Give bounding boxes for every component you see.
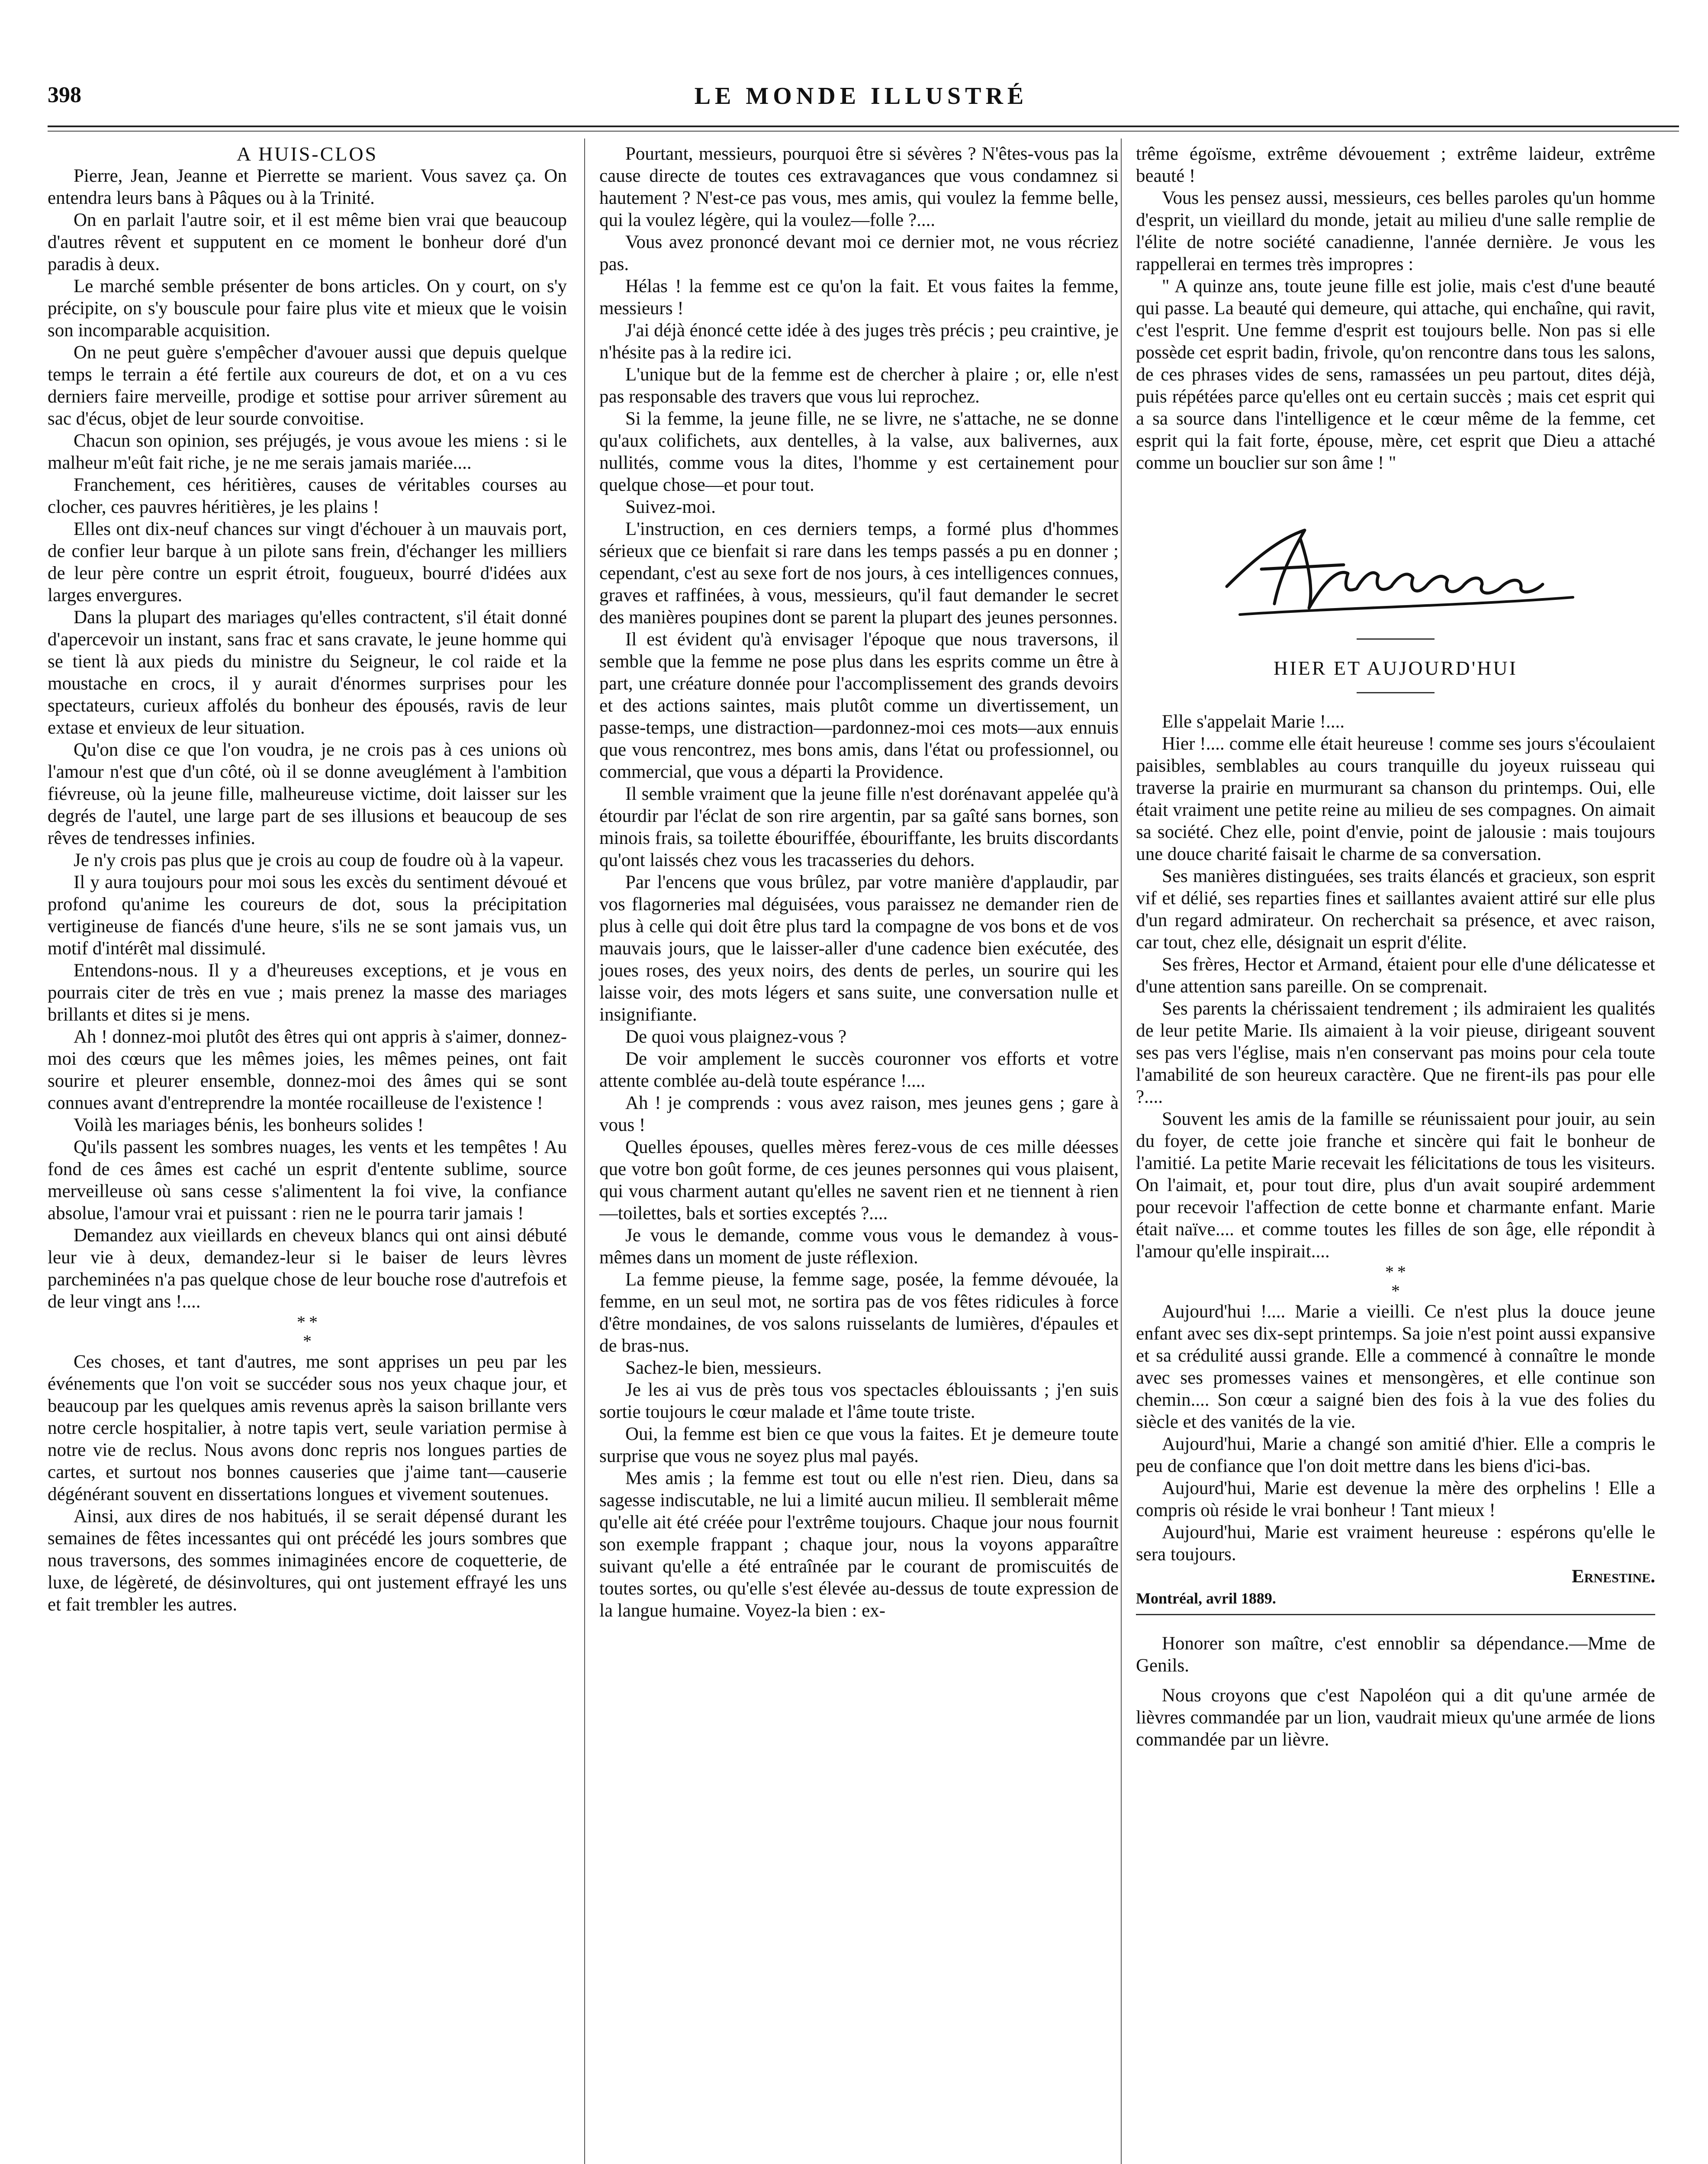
- author-name: Ernestine.: [1572, 1566, 1655, 1587]
- paragraph: Mes amis ; la femme est tout ou elle n'est rien. Dieu, dans sa sagesse indiscutable, ne lui a limité aucun milieu. Il semblerait même qu'elle ait été créée pour l'extrême toujours. Chaque jour nous fournit son exemple frappant ; chaque jour, nous la voyons apparaître suivant qu'elle a été entraînée par le courant de promiscuités de toutes sortes, ou qu'elle s'est élevée au-dessus de toute expression de la langue humaine. Voyez-la bien : ex-: [599, 1468, 1119, 1621]
- signature-image: [1201, 500, 1590, 630]
- paragraph: La femme pieuse, la femme sage, posée, la femme dévouée, la femme, en un seul mot, ne sortira pas de vos fêtes ridicules à force d'être mondaines, de vos salons ruisselants de lumières, d'épaules et de bras-nus.: [599, 1269, 1119, 1356]
- paragraph: Il y aura toujours pour moi sous les excès du sentiment dévoué et profond qu'anime les coureurs de dot, sous la précipitation vertigineuse de fiancés d'une heure, s'ils ne se sont jamais vus, un motif d'intérêt mal dissimulé.: [48, 872, 567, 959]
- paragraph: Pourtant, messieurs, pourquoi être si sévères ? N'êtes-vous pas la cause directe de toutes ces extravagances que vous condamnez si hautement ? N'est-ce pas vous, mes amis, qui voulez la femme belle, qui la voulez légère, qui la voulez—folle ?....: [599, 144, 1119, 230]
- signature-hermance: [1136, 500, 1655, 630]
- paragraph: Franchement, ces héritières, causes de véritables courses au clocher, ces pauvres héritières, je les plains !: [48, 475, 567, 517]
- journal-title: LE MONDE ILLUSTRÉ: [694, 83, 1028, 109]
- paragraph: Aujourd'hui, Marie est devenue la mère des orphelins ! Elle a compris où réside le vrai bonheur ! Tant mieux !: [1136, 1478, 1655, 1520]
- paragraph: Vous les pensez aussi, messieurs, ces belles paroles qu'un homme d'esprit, un vieillard du monde, jetait au milieu d'une salle remplie de l'élite de notre société canadienne, l'année dernière. Je vous les rappellerai en termes très impropres :: [1136, 188, 1655, 274]
- paragraph: Dans la plupart des mariages qu'elles contractent, s'il était donné d'apercevoir un instant, sans frac et sans cravate, le jeune homme qui se tient là aux pieds du ministre du Seigneur, le col raide et la moustache en crocs, il y aurait d'énormes surprises pour les spectateurs, curieux affolés du bonheur des épousés, ravis de leur extase et envieux de leur situation.: [48, 607, 567, 738]
- asterism: * * *: [296, 1312, 318, 1351]
- paragraph: Ainsi, aux dires de nos habitués, il se serait dépensé durant les semaines de fêtes incessantes qui ont précédé les jours sombres que nous traversons, des sommes inimaginées encore de coquetterie, de luxe, de légèreté, de désinvoltures, qui ont justement effrayé les uns et fait trembler les autres.: [48, 1506, 567, 1615]
- page-number: 398: [48, 83, 81, 107]
- paragraph: Aujourd'hui, Marie a changé son amitié d'hier. Elle a compris le peu de confiance que l'on doit mettre dans les biens d'ici-bas.: [1136, 1434, 1655, 1476]
- paragraph: Aujourd'hui !.... Marie a vieilli. Ce n'est plus la douce jeune enfant avec ses dix-sept printemps. Sa joie n'est point aussi expansive et sa crédulité aussi grande. Elle a commencé à connaître le monde avec ses promesses vaines et mensongères, et elle continue son chemin.... Son cœur a saigné bien des fois à la vue des folies du siècle et des vanités de la vie.: [1136, 1301, 1655, 1432]
- paragraph: Le marché semble présenter de bons articles. On y court, on s'y précipite, on s'y bouscule pour faire plus vite et mieux que le voisin son incomparable acquisition.: [48, 276, 567, 341]
- paragraph: Demandez aux vieillards en cheveux blancs qui ont ainsi débuté leur vie à deux, demandez-leur si le baiser de leurs lèvres parcheminées n'a pas quelque chose de leur bouche rose d'autrefois et de leur vingt ans !....: [48, 1225, 567, 1312]
- paragraph: L'instruction, en ces derniers temps, a formé plus d'hommes sérieux que ce bienfait si rare dans les temps passés a pu en donner ; cependant, c'est au sexe fort de nos jours, à ces intelligences connues, graves et raffinées, à vous, messieurs, qu'il faut demander le secret des manières poupines dont se parent la plupart des jeunes personnes.: [599, 519, 1119, 628]
- column-2: [599, 143, 1119, 1622]
- paragraph: Ah ! je comprends : vous avez raison, mes jeunes gens ; gare à vous !: [599, 1093, 1119, 1135]
- paragraph: Chacun son opinion, ses préjugés, je vous avoue les miens : si le malheur m'eût fait riche, je ne me serais jamais mariée....: [48, 431, 567, 473]
- paragraph: Par l'encens que vous brûlez, par votre manière d'applaudir, par vos flagorneries mal déguisées, vous paraissez ne demander rien de plus à celle qui doit être plus tard la compagne de vos bons et de vos mauvais jours, que le laisser-aller d'une cadence bien exécutée, des joues roses, des yeux noirs, des dents de perles, un sourire qui les laisse voir, des mots légers et sans suite, une conversation nulle et insignifiante.: [599, 872, 1119, 1025]
- page-header: [48, 78, 1675, 121]
- paragraph: Quelles épouses, quelles mères ferez-vous de ces mille déesses que votre bon goût forme, de ces jeunes personnes qui vous plaisent, qui vous charment autant qu'elles ne savent rien et ne tiennent à rien—toilettes, bals et sorties exceptés ?....: [599, 1137, 1119, 1224]
- paragraph: Voilà les mariages bénis, les bonheurs solides !: [74, 1115, 424, 1135]
- paragraph: Je n'y crois pas plus que je crois au coup de foudre où à la vapeur.: [74, 850, 564, 870]
- paragraph: Hier !.... comme elle était heureuse ! comme ses jours s'écoulaient paisibles, semblables au cours tranquille du joyeux ruisseau qui traverse la prairie en murmurant sa chanson du printemps. Oui, elle était vraiment une petite reine au milieu de ses compagnes. On aimait sa société. Chez elle, point d'envie, point de jalousie : mais toujours une douce charité faisait le charme de sa conversation.: [1136, 734, 1655, 864]
- section-rule: [1357, 692, 1435, 693]
- paragraph: Souvent les amis de la famille se réunissaient pour jouir, au sein du foyer, de cette joie franche et sincère qui fait le bonheur de l'amitié. La petite Marie recevait les félicitations de tous les visiteurs. On l'aimait, et, pour tout dire, plus d'un avait soupiré ardemment pour recevoir l'affection de cette bonne et charmante enfant. Marie était naïve.... et comme toutes les filles de son âge, elle répondit à l'amour qu'elle inspirait....: [1136, 1109, 1655, 1262]
- column-divider: [1121, 138, 1122, 2164]
- paragraph: Il semble vraiment que la jeune fille n'est dorénavant appelée qu'à étourdir par l'éclat de son rire argentin, par sa gaîté sans bornes, son minois frais, sa toilette ébouriffée, ébouriffante, les bruits discordants qu'ont laissés chez vous les tracasseries du dehors.: [599, 784, 1119, 870]
- paragraph: Sachez-le bien, messieurs.: [625, 1358, 822, 1378]
- paragraph: Nous croyons que c'est Napoléon qui a dit qu'une armée de lièvres commandée par un lion, vaudrait mieux qu'une armée de lions commandée par un lièvre.: [1136, 1685, 1655, 1750]
- paragraph: Si la femme, la jeune fille, ne se livre, ne s'attache, ne se donne qu'aux colifichets, aux dentelles, à la valse, aux balivernes, aux nullités, comme vous la dites, l'homme y est certainement pour quelque chose—et pour tout.: [599, 409, 1119, 495]
- column-3: [1136, 143, 1655, 1751]
- paragraph: Ces choses, et tant d'autres, me sont apprises un peu par les événements que l'on voit se succéder sous nos yeux chaque jour, et beaucoup par les quelques amis revenus après la saison brillante vers notre cercle hospitalier, à notre tapis vert, seule variation permise à notre vie de reclus. Nous avons donc repris nos longues parties de cartes, et surtout nos bonnes causeries que j'aime tant—causerie dégénérant souvent en dissertations longues et vivement soutenues.: [48, 1352, 567, 1504]
- paragraph: Suivez-moi.: [625, 497, 716, 517]
- paragraph: Elle s'appelait Marie !....: [1162, 712, 1345, 732]
- paragraph: Honorer son maître, c'est ennoblir sa dépendance.—Mme de Genils.: [1136, 1633, 1655, 1676]
- paragraph: De voir amplement le succès couronner vos efforts et votre attente comblée au-delà toute espérance !....: [599, 1049, 1119, 1091]
- paragraph: Je vous le demande, comme vous vous le demandez à vous-mêmes dans un moment de juste réflexion.: [599, 1225, 1119, 1268]
- paragraph: On ne peut guère s'empêcher d'avouer aussi que depuis quelque temps le terrain a été fertile aux coureurs de dot, et on a vu ces derniers faire merveille, prodige et sottise pour arriver sûrement au sac d'écus, objet de leur sourde convoitise.: [48, 342, 567, 429]
- paragraph: trême égoïsme, extrême dévouement ; extrême laideur, extrême beauté !: [1136, 144, 1655, 186]
- paragraph: Entendons-nous. Il y a d'heureuses exceptions, et je vous en pourrais citer de très en vue ; mais prenez la masse des mariages brillants et dites si je mens.: [48, 960, 567, 1025]
- section-rule: [1357, 638, 1435, 640]
- paragraph: Oui, la femme est bien ce que vous la faites. Et je demeure toute surprise que vous ne soyez plus mal payés.: [599, 1424, 1119, 1466]
- paragraph: Aujourd'hui, Marie est vraiment heureuse : espérons qu'elle le sera toujours.: [1136, 1522, 1655, 1565]
- paragraph: De quoi vous plaignez-vous ?: [625, 1027, 847, 1047]
- paragraph: On en parlait l'autre soir, et il est même bien vrai que beaucoup d'autres rêvent et supputent en ce moment le bonheur doré d'un paradis à deux.: [48, 210, 567, 274]
- paragraph: Ses parents la chérissaient tendrement ; ils admiraient les qualités de leur petite Marie. Ils aimaient à la voir pieuse, dirigeant souvent ses pas vers l'église, mais n'en conservant pas moins pour cela toute l'amabilité de son heureux caractère. Que ne firent-ils pas pour elle ?....: [1136, 998, 1655, 1107]
- paragraph: J'ai déjà énoncé cette idée à des juges très précis ; peu craintive, je n'hésite pas à la redire ici.: [599, 320, 1119, 363]
- paragraph: Qu'on dise ce que l'on voudra, je ne crois pas à ces unions où l'amour n'est que d'un côté, où il se donne aveuglément à l'ambition fiévreuse, où la jeune fille, malheureuse victime, doit laisser sur les degrés de l'autel, une large part de ses illusions et beaucoup de ses rêves de tendresses infinies.: [48, 740, 567, 848]
- dateline: Montréal, avril 1889.: [1136, 1590, 1276, 1607]
- paragraph: Il est évident qu'à envisager l'époque que nous traversons, il semble que la femme ne pose plus dans les esprits comme un être à part, une créature donnée pour l'accomplissement des grands devoirs et des actions saintes, mais plutôt comme un divertissement, un passe-temps, une distraction—pardonnez-moi ces mots—aux ennuis que vous rencontrez, mes bons amis, dans l'état ou professionnel, ou commercial, que vous a départi la Providence.: [599, 629, 1119, 782]
- paragraph: Ses manières distinguées, ses traits élancés et gracieux, son esprit vif et délié, ses reparties fines et saillantes avaient attiré sur elle plus d'un regard admirateur. On recherchait sa présence, et avec raison, car tout, chez elle, désignait un esprit d'élite.: [1136, 866, 1655, 953]
- paragraph: Qu'ils passent les sombres nuages, les vents et les tempêtes ! Au fond de ces âmes est caché un esprit d'entente sublime, source merveilleuse où sans cesse s'alimentent la foi vive, la confiance absolue, l'amour vrai et puissant : rien ne le pourra tarir jamais !: [48, 1137, 567, 1224]
- paragraph: Vous avez prononcé devant moi ce dernier mot, ne vous récriez pas.: [599, 232, 1119, 274]
- header-rule-thin: [48, 131, 1679, 132]
- article-title-hier-et-aujourdhui: HIER ET AUJOURD'HUI: [1274, 657, 1518, 679]
- article-title-huis-clos: A HUIS-CLOS: [236, 143, 378, 165]
- asterism: * * *: [1385, 1262, 1406, 1301]
- header-rule: [48, 126, 1679, 127]
- paragraph: Ses frères, Hector et Armand, étaient pour elle d'une délicatesse et d'une attention sans pareille. On se comprenait.: [1136, 954, 1655, 997]
- paragraph: Ah ! donnez-moi plutôt des êtres qui ont appris à s'aimer, donnez-moi des cœurs que les mêmes joies, les mêmes peines, ont fait sourire et pleurer ensemble, donnez-moi des âmes qui se sont connues avant d'entreprendre la montée rocailleuse de l'existence !: [48, 1027, 567, 1113]
- paragraph: Pierre, Jean, Jeanne et Pierrette se marient. Vous savez ça. On entendra leurs bans à Pâques ou à la Trinité.: [48, 166, 567, 208]
- paragraph: L'unique but de la femme est de chercher à plaire ; or, elle n'est pas responsable des travers que vous lui reprochez.: [599, 364, 1119, 407]
- paragraph: " A quinze ans, toute jeune fille est jolie, mais c'est d'une beauté qui passe. La beauté qui demeure, qui attache, qui enchaîne, qui ravit, c'est l'esprit. Une femme d'esprit est toujours belle. Non pas si elle possède cet esprit badin, frivole, qu'on rencontre dans tous les salons, de ces phrases vides de sens, ramassées un peu partout, dites déjà, puis répétées parce qu'elles ont eu certain succès ; mais cet esprit qui a sa source dans l'intelligence et le cœur même de la femme, cet esprit qui la fait forte, épouse, mère, cet esprit que Dieu a attaché comme un bouclier sur son âme ! ": [1136, 276, 1655, 473]
- column-1: [48, 143, 567, 1616]
- separator-rule: [1136, 1614, 1655, 1615]
- column-divider: [584, 138, 585, 2164]
- paragraph: Elles ont dix-neuf chances sur vingt d'échouer à un mauvais port, de confier leur barque à un pilote sans frein, d'échanger les milliers de leur père contre un esprit étroit, fougueux, bourré d'idées aux larges envergures.: [48, 519, 567, 605]
- paragraph: Hélas ! la femme est ce qu'on la fait. Et vous faites la femme, messieurs !: [599, 276, 1119, 319]
- paragraph: Je les ai vus de près tous vos spectacles éblouissants ; j'en suis sortie toujours le cœur malade et l'âme toute triste.: [599, 1380, 1119, 1422]
